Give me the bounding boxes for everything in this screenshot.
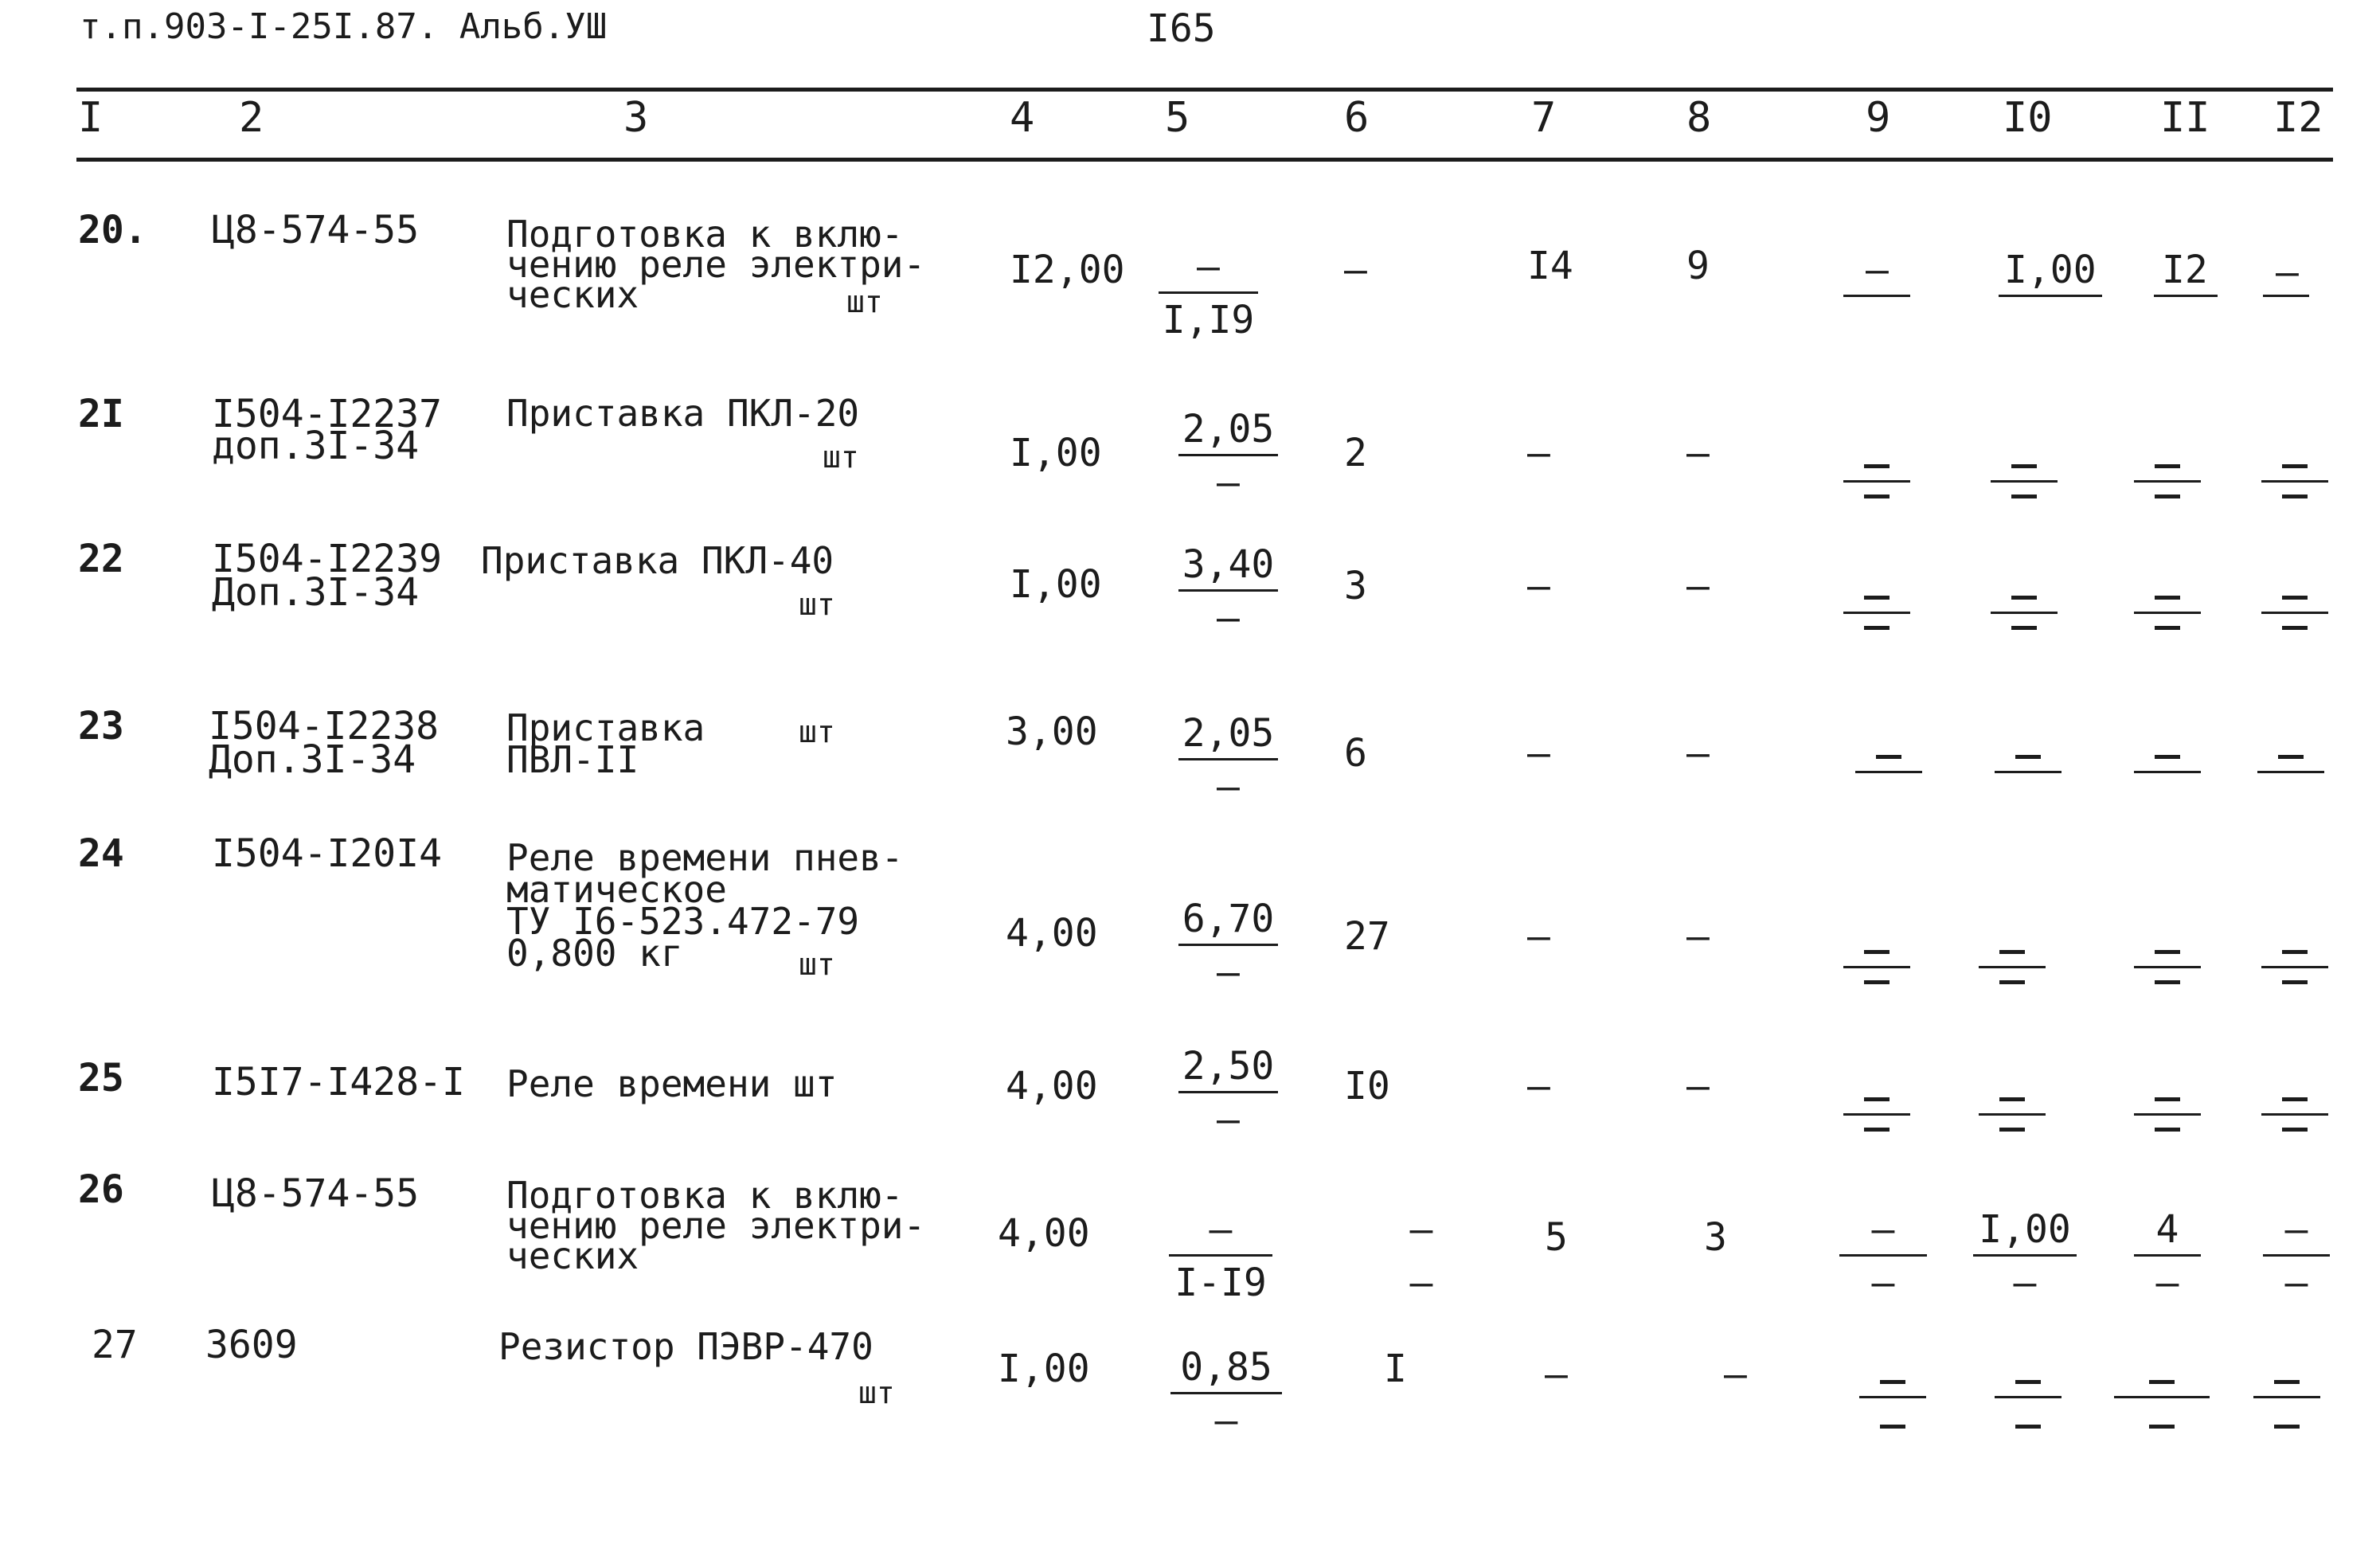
empty-fraction-mark — [2134, 589, 2201, 637]
row-col8: – — [1686, 431, 1710, 475]
row-number: 2I — [78, 392, 124, 436]
row-price-fraction — [1178, 541, 1278, 641]
empty-fraction-mark — [1843, 944, 1910, 991]
empty-fraction-mark — [1843, 589, 1910, 637]
fraction-bar — [1178, 944, 1278, 946]
row-description: матическое — [506, 868, 727, 911]
row-number: 27 — [92, 1323, 138, 1367]
empty-fraction-mark — [2114, 1374, 2210, 1437]
row-code: 3609 — [205, 1323, 298, 1367]
row-col7: – — [1527, 431, 1550, 475]
underline — [1999, 295, 2102, 297]
empty-fraction-mark — [2261, 1091, 2328, 1139]
row-description: Приставка ПКЛ-20 — [506, 392, 860, 435]
page-number: I65 — [1147, 6, 1216, 51]
row-number: 26 — [78, 1167, 124, 1212]
row-code: I504-I2237 — [212, 392, 442, 436]
fraction-spacer — [1401, 1254, 1441, 1257]
empty-fraction-mark — [1991, 589, 2058, 637]
row-description: 0,800 кг — [506, 932, 683, 975]
table-top-rule — [76, 88, 2333, 92]
empty-fraction-mark — [2134, 944, 2201, 991]
row-unit: шт — [823, 440, 859, 475]
row-col9-fraction — [1839, 1206, 1927, 1306]
fraction-denominator: – — [1409, 1261, 1433, 1305]
row-description: ПВЛ-II — [506, 738, 639, 781]
column-header-12: I2 — [2273, 94, 2323, 142]
empty-fraction-mark — [2134, 1091, 2201, 1139]
row-code: Ц8-574-55 — [212, 1171, 420, 1216]
empty-fraction-mark — [1843, 1091, 1910, 1139]
row-col9: – — [1866, 248, 1889, 292]
row-col6-stack — [1401, 1206, 1441, 1306]
row-description: Подготовка к вклю- — [506, 213, 904, 256]
empty-fraction-mark — [1991, 458, 2058, 506]
empty-fraction-mark — [1843, 458, 1910, 506]
document-reference: т.п.903-I-25I.87. Альб.УШ — [80, 6, 608, 47]
fraction-bar — [1170, 1392, 1282, 1394]
row-col6: – — [1344, 248, 1367, 292]
row-col7: – — [1527, 914, 1550, 959]
fraction-bar — [2263, 1254, 2330, 1257]
row-quantity: 4,00 — [1006, 1064, 1098, 1108]
row-description: Резистор ПЭВР-470 — [498, 1325, 873, 1368]
row-col7: I4 — [1527, 244, 1573, 288]
row-code-sub: Доп.3I-34 — [212, 570, 420, 615]
row-col7: – — [1527, 564, 1550, 608]
fraction-denominator: – — [2284, 1261, 2308, 1305]
row-description: Реле времени шт — [506, 1062, 838, 1105]
fraction-denominator: – — [1217, 764, 1240, 809]
row-col8: – — [1686, 1064, 1710, 1108]
fraction-bar — [1973, 1254, 2077, 1257]
row-col8: – — [1686, 564, 1710, 608]
row-col7: – — [1545, 1352, 1568, 1397]
row-description: ческих — [506, 273, 639, 316]
row-unit: шт — [799, 947, 835, 982]
row-quantity: I,00 — [1010, 562, 1102, 607]
fraction-bar — [1159, 291, 1258, 294]
row-col8: – — [1686, 914, 1710, 959]
row-col6: 27 — [1344, 914, 1390, 959]
underline — [2263, 295, 2309, 297]
column-header-3: 3 — [623, 94, 649, 142]
empty-fraction-mark — [1995, 1374, 2061, 1437]
row-col8: – — [1686, 731, 1710, 776]
fraction-denominator: – — [1214, 1398, 1238, 1443]
row-number: 24 — [78, 831, 124, 876]
fraction-denominator: – — [2013, 1261, 2037, 1305]
empty-fraction-mark — [2261, 458, 2328, 506]
row-price-fraction — [1159, 244, 1258, 343]
empty-fraction-mark — [2253, 1374, 2320, 1437]
row-col7: – — [1527, 731, 1550, 776]
column-header-9: 9 — [1866, 94, 1891, 142]
row-quantity: I2,00 — [1010, 248, 1125, 292]
row-col7: 5 — [1545, 1215, 1568, 1260]
empty-fraction-mark — [1979, 944, 2046, 991]
row-price-fraction — [1178, 1043, 1278, 1143]
column-header-11: II — [2160, 94, 2210, 142]
row-description: Приставка — [506, 706, 705, 749]
row-col6: I0 — [1344, 1064, 1390, 1108]
row-quantity: 4,00 — [1006, 911, 1098, 956]
row-col12: – — [2276, 250, 2299, 295]
fraction-numerator: – — [2284, 1207, 2308, 1252]
column-header-7: 7 — [1531, 94, 1557, 142]
row-code: I5I7-I428-I — [212, 1060, 465, 1104]
row-description: ТУ I6-523.472-79 — [506, 900, 860, 943]
fraction-denominator: – — [1217, 1097, 1240, 1142]
row-code-sub: Доп.3I-34 — [209, 737, 416, 782]
row-quantity: 4,00 — [998, 1211, 1090, 1256]
fraction-bar — [1178, 454, 1278, 456]
row-code: I504-I20I4 — [212, 831, 442, 876]
fraction-denominator: – — [1217, 950, 1240, 995]
row-col6: 2 — [1344, 431, 1367, 475]
table-header-rule — [76, 158, 2333, 162]
fraction-numerator: – — [1197, 244, 1220, 289]
fraction-numerator: 4 — [2155, 1207, 2179, 1252]
fraction-denominator: – — [1871, 1261, 1895, 1305]
empty-fraction-mark — [1995, 749, 2061, 780]
fraction-numerator: I,00 — [1979, 1207, 2071, 1252]
row-col8: – — [1724, 1352, 1747, 1397]
column-header-5: 5 — [1165, 94, 1190, 142]
row-col7: – — [1527, 1064, 1550, 1108]
row-quantity: I,00 — [1010, 431, 1102, 475]
row-code: I504-I2239 — [212, 537, 442, 581]
row-price-fraction — [1169, 1206, 1272, 1306]
row-description: чению реле электри- — [506, 243, 926, 286]
fraction-denominator: – — [1217, 460, 1240, 505]
row-col6: I — [1384, 1347, 1407, 1391]
underline — [1843, 295, 1910, 297]
empty-fraction-mark — [2257, 749, 2324, 780]
row-unit: шт — [799, 714, 835, 749]
empty-fraction-mark — [2261, 589, 2328, 637]
fraction-numerator: 6,70 — [1182, 897, 1275, 941]
column-header-4: 4 — [1010, 94, 1035, 142]
row-number: 23 — [78, 704, 124, 749]
fraction-numerator: 0,85 — [1180, 1345, 1272, 1390]
row-number: 25 — [78, 1056, 124, 1100]
empty-fraction-mark — [2134, 458, 2201, 506]
row-col8: 3 — [1704, 1215, 1727, 1260]
row-description: Приставка ПКЛ-40 — [481, 539, 834, 582]
column-header-8: 8 — [1686, 94, 1712, 142]
row-unit: шт — [846, 284, 883, 319]
row-price-fraction — [1178, 896, 1278, 995]
row-col8: 9 — [1686, 244, 1710, 288]
fraction-bar — [1178, 1091, 1278, 1093]
column-header-6: 6 — [1344, 94, 1370, 142]
row-number: 22 — [78, 537, 124, 581]
row-unit: шт — [799, 587, 835, 622]
fraction-bar — [1839, 1254, 1927, 1257]
row-col11-fraction — [2134, 1206, 2201, 1306]
row-col11: I2 — [2162, 248, 2208, 292]
fraction-denominator: – — [1217, 596, 1240, 640]
empty-fraction-mark — [1979, 1091, 2046, 1139]
column-header-2: 2 — [239, 94, 264, 142]
fraction-numerator: 2,05 — [1182, 407, 1275, 452]
row-col10: I,00 — [2004, 248, 2097, 292]
empty-fraction-mark — [1859, 1374, 1926, 1437]
row-col6: 3 — [1344, 564, 1367, 608]
fraction-numerator: 2,05 — [1182, 711, 1275, 756]
row-quantity: 3,00 — [1006, 710, 1098, 754]
row-col6: 6 — [1344, 731, 1367, 776]
row-col12-fraction — [2263, 1206, 2330, 1306]
row-price-fraction — [1178, 710, 1278, 810]
fraction-denominator: – — [2155, 1261, 2179, 1305]
fraction-bar — [2134, 1254, 2201, 1257]
row-quantity: I,00 — [998, 1347, 1090, 1391]
column-header-1: I — [78, 94, 104, 142]
fraction-bar — [1169, 1254, 1272, 1257]
row-code: Ц8-574-55 — [212, 208, 420, 252]
fraction-bar — [1178, 589, 1278, 592]
row-description: Реле времени пнев- — [506, 836, 904, 879]
fraction-bar — [1178, 758, 1278, 760]
row-number: 20. — [78, 208, 147, 252]
row-code: I504-I2238 — [209, 704, 439, 749]
row-code-sub: доп.3I-34 — [212, 424, 420, 468]
fraction-numerator: – — [1409, 1207, 1433, 1252]
row-price-fraction — [1170, 1344, 1282, 1444]
fraction-numerator: – — [1871, 1207, 1895, 1252]
column-header-10: I0 — [2003, 94, 2053, 142]
empty-fraction-mark — [1855, 749, 1922, 780]
fraction-numerator: – — [1209, 1207, 1233, 1252]
empty-fraction-mark — [2261, 944, 2328, 991]
fraction-denominator: I,I9 — [1162, 298, 1255, 342]
row-description: Подготовка к вклю- — [506, 1174, 904, 1217]
row-col10-fraction — [1973, 1206, 2077, 1306]
fraction-numerator: 3,40 — [1182, 542, 1275, 587]
row-unit: шт — [858, 1375, 895, 1410]
empty-fraction-mark — [2134, 749, 2201, 780]
row-description: ческих — [506, 1234, 639, 1277]
row-description: чению реле электри- — [506, 1204, 926, 1247]
underline — [2154, 295, 2218, 297]
row-price-fraction — [1178, 406, 1278, 506]
fraction-numerator: 2,50 — [1182, 1044, 1275, 1089]
fraction-denominator: I-I9 — [1174, 1261, 1267, 1305]
